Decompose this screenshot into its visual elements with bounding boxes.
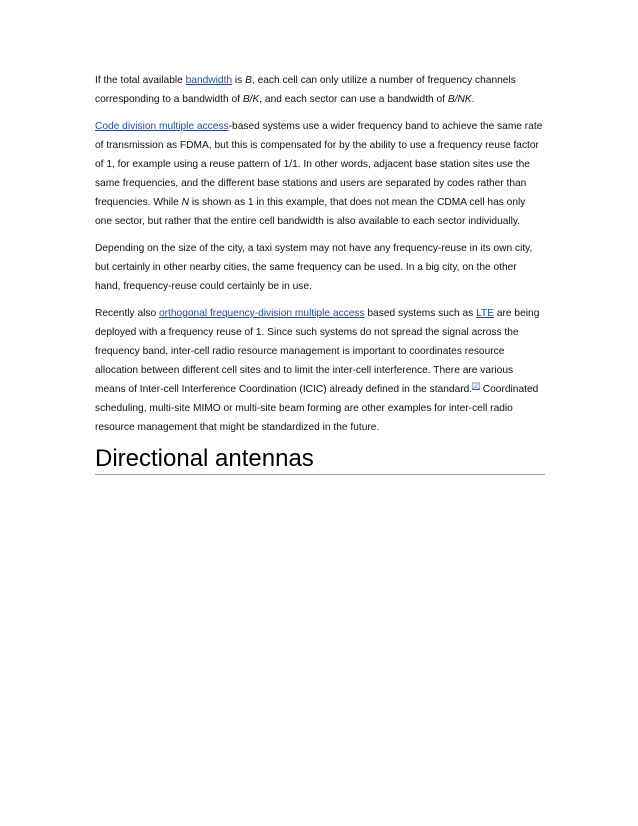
paragraph-cdma	[95, 117, 545, 231]
text-span: Recently also	[95, 308, 159, 319]
link-cdma[interactable]: Code division multiple access	[95, 121, 229, 132]
text-span: , and each sector can use a bandwidth of	[259, 94, 448, 105]
text-span: .	[471, 94, 475, 105]
var-bk: B/K	[242, 94, 260, 105]
text-span: , each cell can only utilize a number of frequency channels corresponding to a bandwidth of	[95, 75, 516, 105]
paragraph-ofdma	[95, 304, 545, 437]
text-span: If the total available	[95, 75, 186, 86]
var-b: B	[245, 75, 252, 86]
document-page	[95, 71, 545, 475]
link-bandwidth[interactable]: bandwidth	[185, 75, 233, 86]
text-span: -based systems use a wider frequency band to achieve the same rate of transmission as FDMA, but this is compensated for by the ability to use a frequency reuse factor of 1, for example using a reuse pattern of 1/1. In other words, adjacent base station sites use the same frequencies, and the different base stations and users are separated by codes rather than frequencies. While	[95, 121, 543, 208]
section-heading: Directional antennas	[95, 445, 545, 475]
var-bnk: B/NK	[447, 94, 472, 105]
var-n: N	[181, 197, 189, 208]
link-lte[interactable]: LTE	[476, 308, 495, 319]
paragraph-bandwidth	[95, 71, 545, 109]
text-span: are being deployed with a frequency reuse of 1. Since such systems do not spread the signal across the frequency band, inter-cell radio resource management is important to coordinates resource allocation between different cell sites and to limit the inter-cell interference. There are various means of Inter-cell Interference Coordination (ICIC) already defined in the standard.	[95, 308, 540, 395]
text-span: based systems such as	[364, 308, 477, 319]
paragraph-taxi: Depending on the size of the city, a taxi system may not have any frequency-reuse in its own city, but certainly in other nearby cities, the same frequency can be used. In a big city, on the other hand, frequency-reuse could certainly be in use.	[95, 243, 533, 292]
link-ofdma[interactable]: orthogonal frequency-division multiple access	[159, 308, 365, 319]
text-span: Coordinated scheduling, multi-site MIMO or multi-site beam forming are other examples for inter-cell radio resource management that might be standardized in the future.	[95, 384, 539, 433]
reference-link[interactable]: [2]	[472, 382, 480, 390]
text-span: is shown as 1 in this example, that does not mean the CDMA cell has only one sector, but rather that the entire cell bandwidth is also available to each sector individually.	[95, 197, 526, 227]
text-span: is	[232, 75, 246, 86]
